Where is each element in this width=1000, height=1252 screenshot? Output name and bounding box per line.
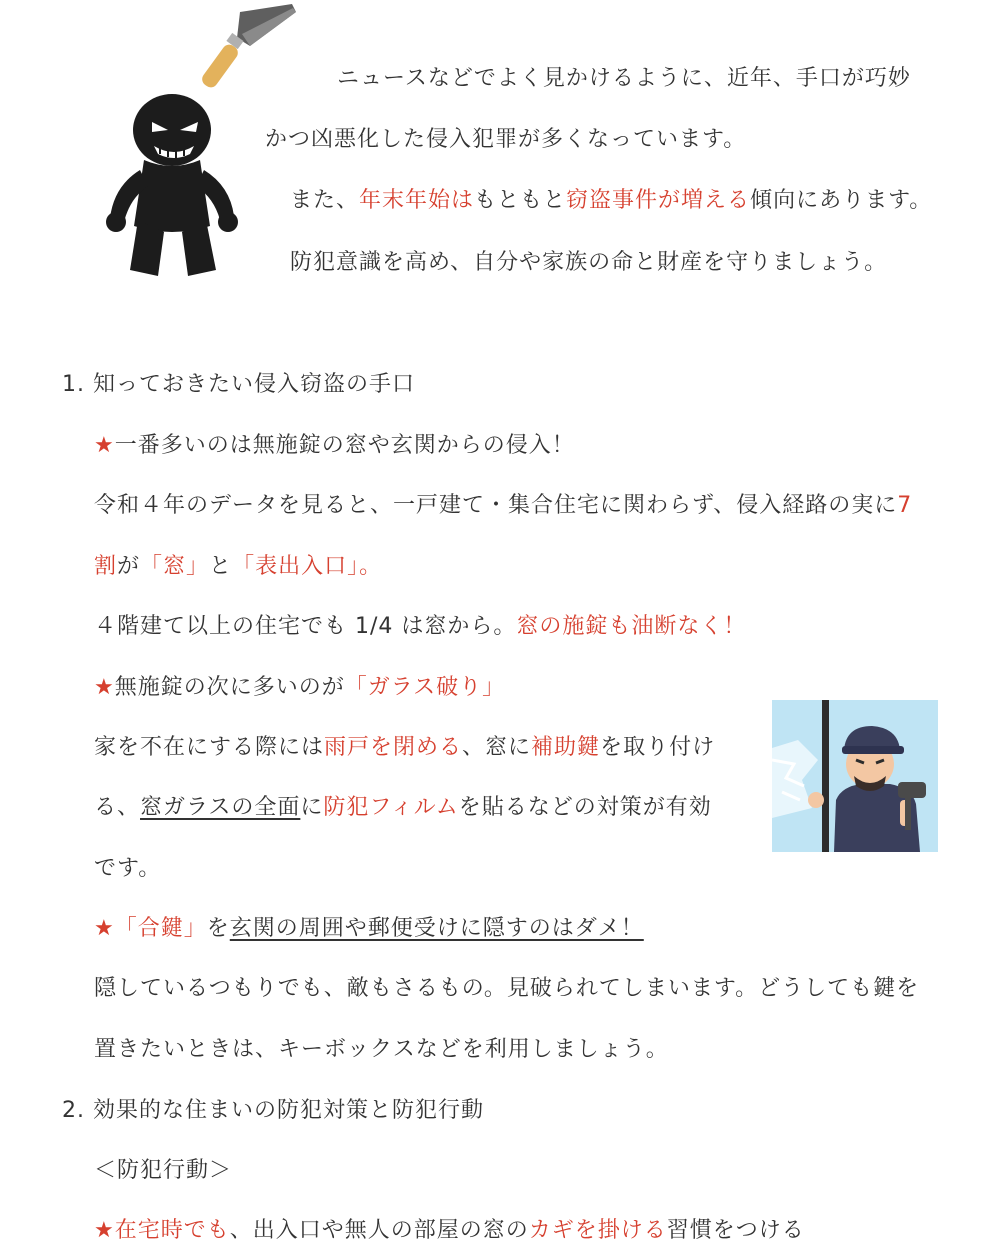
section1-point3-title [94,914,644,944]
underlined-dont-hide-key: 玄関の周囲や郵便受けに隠すのはダメ！ [229,916,644,941]
section1-point2-title [94,673,505,703]
highlight-even-at-home: 在宅時でも [114,1218,230,1243]
section1-point2-line1 [94,733,715,763]
glass-breaker-illustration [772,700,938,852]
highlight-glass-breaking: 「ガラス破り」 [344,675,506,700]
section2-point1 [94,1216,805,1246]
body-text: 習慣をつける [666,1218,805,1243]
star-icon: ★ [94,1218,115,1243]
section1-point3-line1: 隠しているつもりでも、敵もさるもの。見破られてしまいます。どうしても鍵を [94,976,920,1001]
highlight-window: 「窓」 [140,554,210,579]
section1-point2-line3: です。 [94,856,162,881]
body-text: 、出入口や無人の部屋の窓の [229,1218,529,1243]
highlight-lock-the-key: カギを掛ける [528,1218,667,1243]
body-text: と [209,554,233,579]
highlight-spare-key: 「合鍵」 [114,916,207,941]
star-icon: ★ [94,433,115,458]
section1-point1-title [94,431,575,461]
intro-text: また、 [290,188,360,213]
underlined-full-window: 窓ガラスの全面 [140,795,301,820]
section1-point3-line2: 置きたいときは、キーボックスなどを利用しましょう。 [94,1037,669,1062]
highlight-new-year: 年末年始は [359,188,475,213]
section1-point1-line3 [94,612,746,642]
point-title-text: 一番多いのは無施錠の窓や玄関からの侵入！ [114,433,575,458]
body-text: 家を不在にする際には [94,735,325,760]
body-text: る、 [94,795,141,820]
point-title-text: を [206,916,230,941]
body-text: 令和４年のデータを見ると、一戸建て・集合住宅に関わらず、侵入経路の実に [94,493,898,518]
highlight-security-film: 防犯フィルム [323,795,459,820]
intro-text: 傾向にあります。 [750,188,933,213]
highlight-close-shutters: 雨戸を閉める [324,735,463,760]
highlight-front-entrance: 「表出入口」。 [232,554,383,579]
knife-icon [199,4,296,90]
highlight-percent-suffix: 割 [94,554,118,579]
highlight-auxiliary-lock: 補助鍵 [531,735,601,760]
point-title-text: 無施錠の次に多いのが [114,675,345,700]
body-text: 、窓に [462,735,532,760]
body-text: を貼るなどの対策が有効 [458,795,712,820]
intro-text: もともと [474,188,567,213]
section1-point1-line2 [94,552,382,582]
intro-line-2: かつ凶悪化した侵入犯罪が多くなっています。 [265,127,747,152]
highlight-theft-increase: 窃盗事件が増える [566,188,751,213]
star-icon: ★ [94,916,115,941]
highlight-70-percent: 7 [897,493,913,518]
body-text: に [300,795,324,820]
intro-line-4: 防犯意識を高め、自分や家族の命と財産を守りましょう。 [290,250,888,275]
section2-subheading: ＜防犯行動＞ [94,1158,233,1183]
section2-heading: 2. 効果的な住まいの防犯対策と防犯行動 [62,1098,484,1123]
section1-point1-line1 [94,491,912,521]
highlight-lock-windows: 窓の施錠も油断なく！ [516,614,747,639]
intro-line-1: ニュースなどでよく見かけるように、近年、手口が巧妙 [337,66,911,91]
body-text: が [117,554,141,579]
star-icon: ★ [94,675,115,700]
intro-line-3 [290,186,932,216]
body-text: ４階建て以上の住宅でも 1/4 は窓から。 [94,614,517,639]
section1-point2-line2 [94,793,712,823]
body-text: を取り付け [600,735,716,760]
burglar-figure [106,94,238,276]
section1-heading: 1. 知っておきたい侵入窃盗の手口 [62,372,415,397]
